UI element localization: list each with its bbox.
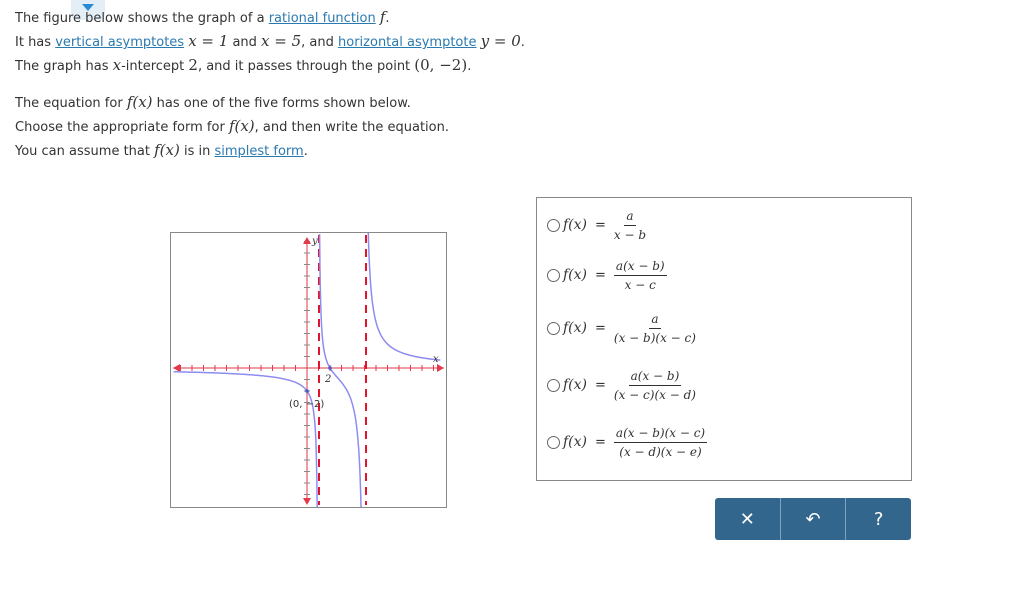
option-equals: = [595, 267, 606, 283]
option-lhs: f(x) [563, 320, 588, 336]
option-denominator: x − b [613, 227, 647, 242]
rational-function-link[interactable]: rational function [268, 11, 376, 26]
intro-punct: . [467, 59, 472, 74]
option-lhs: f(x) [563, 377, 588, 393]
math-fx: f(x) [228, 117, 255, 135]
y-axis-arrow-bottom [303, 498, 311, 505]
answer-toolbar [715, 498, 911, 540]
x-axis-arrow-right [437, 364, 444, 372]
x-intercept-marker [328, 366, 332, 370]
intercept-label: 2 [325, 374, 332, 385]
option-numerator: a(x − b) [614, 259, 667, 276]
math-fx: f(x) [126, 93, 153, 111]
intro-text: and [228, 35, 262, 50]
math-point: (0, −2) [414, 56, 468, 74]
x-axis-label: x [433, 354, 439, 365]
option-2[interactable] [547, 260, 667, 290]
option-equals: = [595, 217, 606, 233]
math-x1: x = 1 [188, 32, 229, 50]
intro-text: The graph has [15, 59, 113, 74]
curve-right-branch [368, 233, 440, 360]
radio-button[interactable] [547, 379, 560, 392]
instruction-line-1 [15, 92, 411, 112]
option-equals: = [595, 434, 606, 450]
option-numerator: a [624, 209, 635, 226]
intro-line-3 [15, 55, 471, 75]
undo-button[interactable]: ↶ [781, 498, 847, 540]
instruction-punct: . [303, 144, 308, 159]
option-numerator: a(x − b) [629, 369, 682, 386]
answer-options-panel [536, 197, 912, 481]
intro-text: , and it passes through the point [197, 59, 415, 74]
point-marker [305, 389, 309, 393]
instruction-line-3 [15, 140, 308, 160]
instruction-text: has one of the five forms shown below. [152, 96, 411, 111]
help-button[interactable]: ? [873, 508, 884, 530]
clear-button[interactable]: ✕ [715, 498, 781, 540]
intro-punct: . [520, 35, 525, 50]
math-intercept: 2 [188, 56, 198, 74]
point-label: (0, −2) [289, 399, 325, 410]
option-fraction [614, 369, 696, 402]
option-lhs: f(x) [563, 434, 588, 450]
option-denominator: (x − d)(x − e) [619, 444, 702, 459]
intro-line-1 [15, 7, 390, 27]
math-y0: y = 0 [480, 32, 521, 50]
function-var: f [379, 8, 386, 26]
option-lhs: f(x) [563, 217, 588, 233]
option-5[interactable] [547, 427, 707, 457]
curve-left-branch [174, 372, 318, 507]
instruction-text: is in [179, 144, 215, 159]
radio-button[interactable] [547, 219, 560, 232]
option-denominator: (x − c)(x − d) [613, 387, 696, 402]
graph-panel [170, 232, 447, 508]
option-equals: = [595, 377, 606, 393]
radio-button[interactable] [547, 322, 560, 335]
y-axis-label: y [312, 236, 318, 247]
option-denominator: x − c [624, 277, 656, 292]
option-fraction [614, 209, 646, 242]
instruction-line-2 [15, 116, 449, 136]
intro-punct: . [385, 11, 390, 26]
option-fraction [614, 312, 696, 345]
option-3[interactable] [547, 313, 696, 343]
option-numerator: a(x − b)(x − c) [614, 426, 707, 443]
option-fraction [614, 259, 667, 292]
intro-text: It has [15, 35, 56, 50]
curve-middle-branch [320, 234, 362, 507]
option-lhs: f(x) [563, 267, 588, 283]
option-fraction [614, 426, 707, 459]
y-axis-arrow-top [303, 237, 311, 244]
intro-line-2 [15, 31, 525, 51]
math-x: x [112, 56, 122, 74]
intro-text: The figure below shows the graph of a [15, 11, 269, 26]
horizontal-asymptote-link[interactable]: horizontal asymptote [338, 35, 477, 50]
instruction-text: Choose the appropriate form for [15, 120, 229, 135]
radio-button[interactable] [547, 269, 560, 282]
math-x5: x = 5 [261, 32, 302, 50]
option-1[interactable] [547, 210, 646, 240]
option-equals: = [595, 320, 606, 336]
vertical-asymptotes-link[interactable]: vertical asymptotes [55, 35, 185, 50]
option-4[interactable] [547, 370, 696, 400]
intro-text: -intercept [121, 59, 189, 74]
radio-button[interactable] [547, 436, 560, 449]
instruction-text: You can assume that [15, 144, 155, 159]
instruction-text: , and then write the equation. [254, 120, 449, 135]
option-numerator: a [649, 312, 660, 329]
simplest-form-link[interactable]: simplest form [214, 144, 304, 159]
option-denominator: (x − b)(x − c) [613, 330, 696, 345]
x-axis-arrow-left [173, 364, 180, 372]
rational-function-graph [171, 233, 446, 507]
math-fx: f(x) [154, 141, 180, 159]
instruction-text: The equation for [15, 96, 127, 111]
intro-text: , and [301, 35, 339, 50]
